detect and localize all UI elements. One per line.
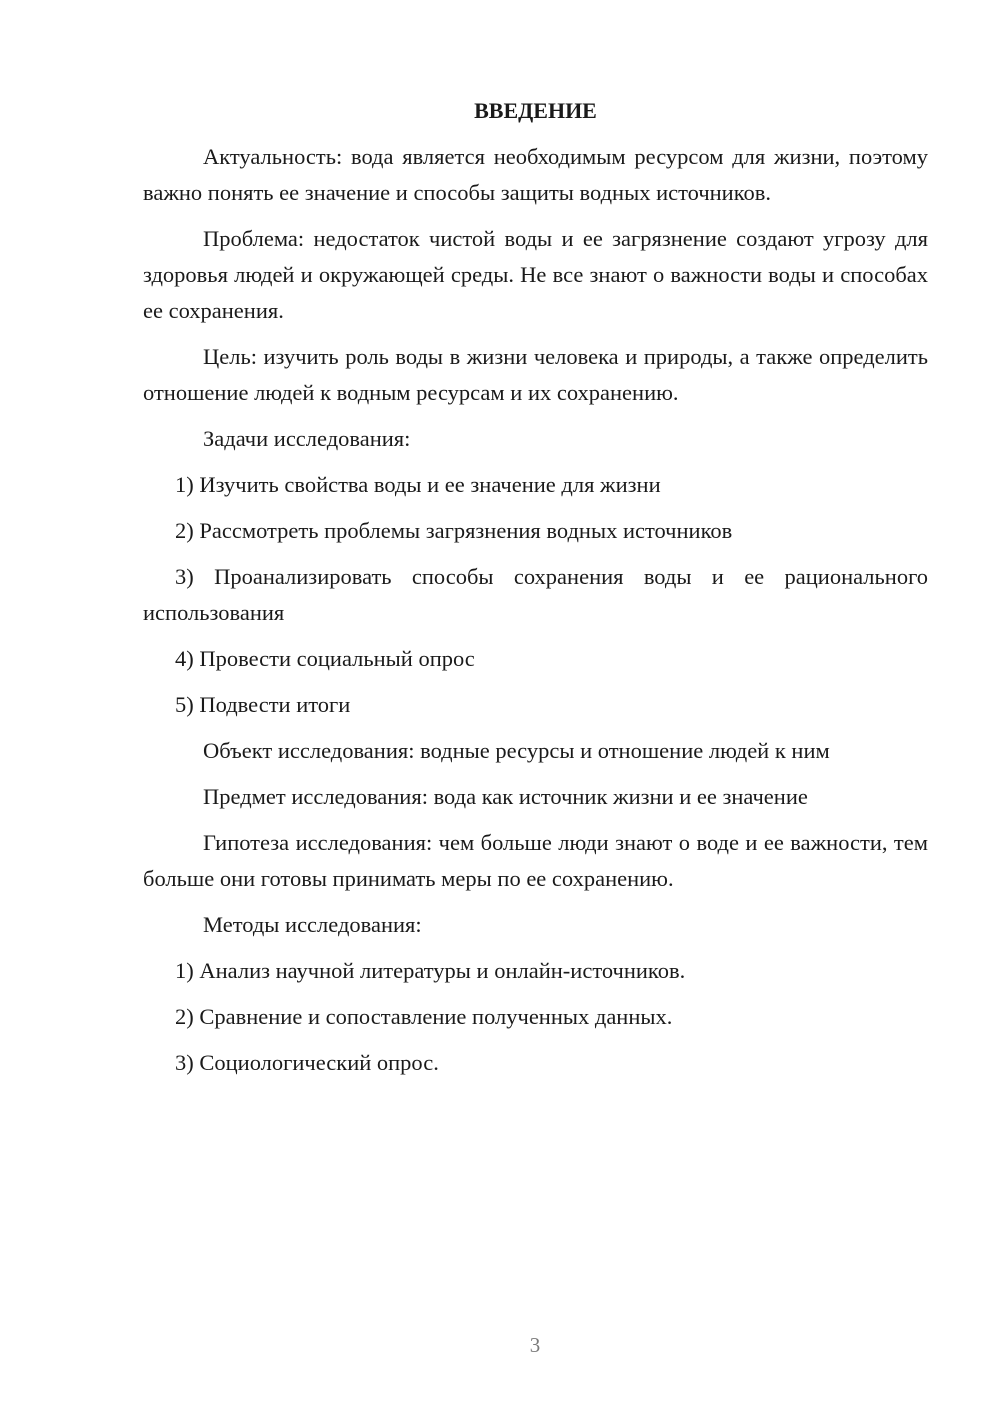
method-item-2: 2) Сравнение и сопоставление полученных данных. [175,1004,673,1029]
page-content [143,93,928,1091]
method-item-1: 1) Анализ научной литературы и онлайн-источников. [175,958,686,983]
method-item-3: 3) Социологический опрос. [175,1050,439,1075]
page-number: 3 [529,1333,541,1357]
task-item-3: 3) Проанализировать способы сохранения воды и ее рационального использования [143,564,928,625]
paragraph-problem: Проблема: недостаток чистой воды и ее загрязнение создают угрозу для здоровья людей и окружающей среды. Не все знают о важности воды и способах ее сохранения. [143,226,928,323]
paragraph-goal: Цель: изучить роль воды в жизни человека и природы, а также определить отношение людей к водным ресурсам и их сохранению. [143,344,928,405]
task-item-1: 1) Изучить свойства воды и ее значение для жизни [175,472,661,497]
task-item-4: 4) Провести социальный опрос [175,646,475,671]
paragraph-methods-heading: Методы исследования: [203,912,422,937]
task-item-2: 2) Рассмотреть проблемы загрязнения водных источников [175,518,733,543]
task-item-5: 5) Подвести итоги [175,692,351,717]
section-title: ВВЕДЕНИЕ [474,98,597,123]
paragraph-object: Объект исследования: водные ресурсы и отношение людей к ним [203,738,830,763]
paragraph-subject: Предмет исследования: вода как источник жизни и ее значение [203,784,808,809]
paragraph-hypothesis: Гипотеза исследования: чем больше люди знают о воде и ее важности, тем больше они готовы принимать меры по ее сохранению. [143,830,928,891]
paragraph-relevance: Актуальность: вода является необходимым ресурсом для жизни, поэтому важно понять ее значение и способы защиты водных источников. [143,144,928,205]
paragraph-tasks-heading: Задачи исследования: [203,426,411,451]
